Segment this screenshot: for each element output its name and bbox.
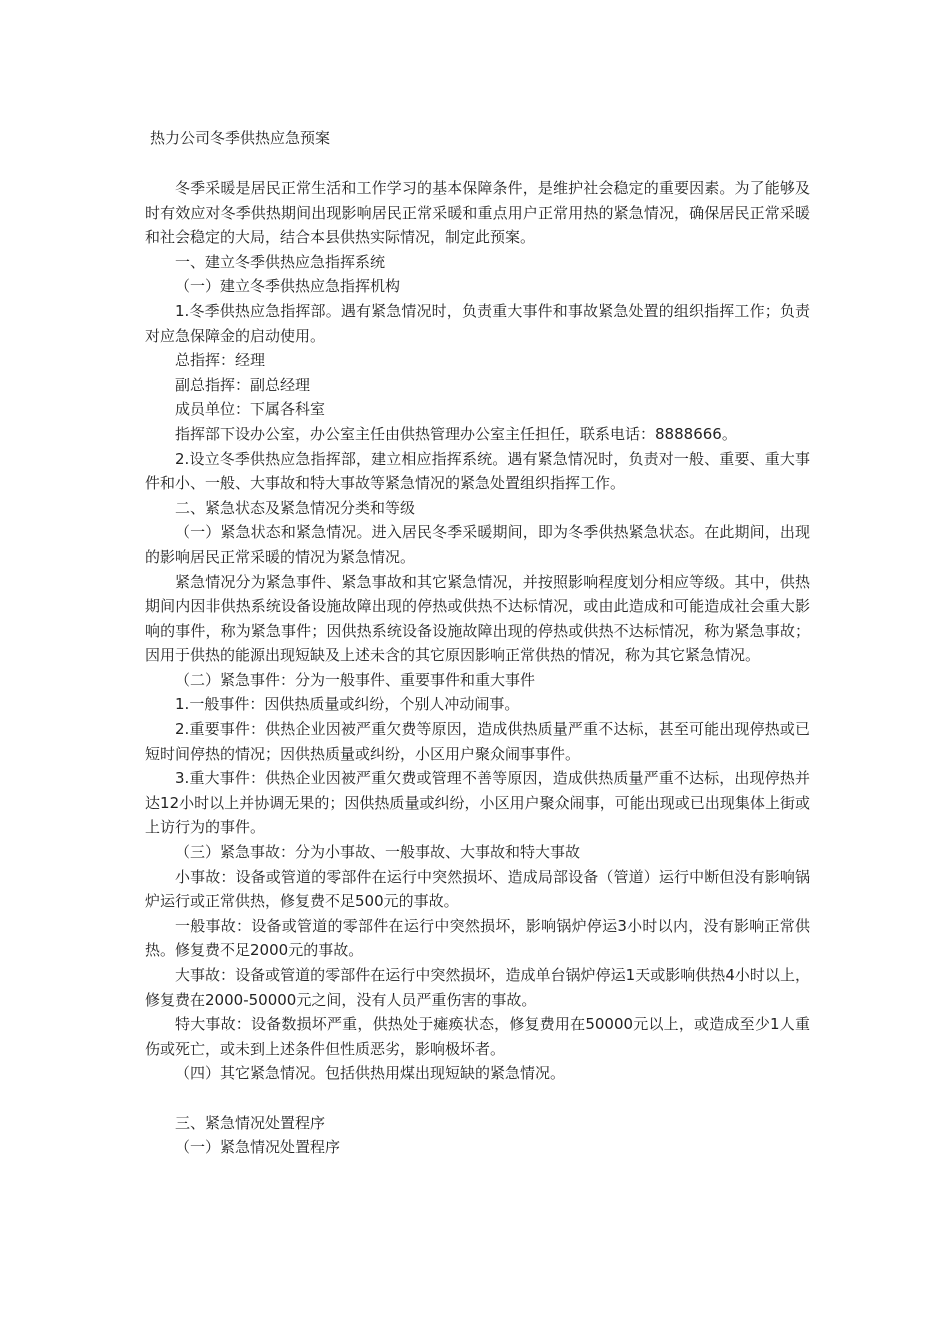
paragraph: 1.冬季供热应急指挥部。遇有紧急情况时，负责重大事件和事故紧急处置的组织指挥工作；负责对应急保障金的启动使用。	[145, 301, 810, 345]
paragraph: 2.设立冬季供热应急指挥部，建立相应指挥系统。遇有紧急情况时，负责对一般、重要、重大事件和小、一般、大事故和特大事故等紧急情况的紧急处置组织指挥工作。	[145, 449, 810, 493]
paragraph: 紧急情况分为紧急事件、紧急事故和其它紧急情况，并按照影响程度划分相应等级。其中，供热期间内因非供热系统设备设施故障出现的停热或供热不达标情况，或由此造成和可能造成社会重大影响的事件，称为紧急事件；因供热系统设备设施故障出现的停热或供热不达标情况，称为紧急事故；因用于供热的能源出现短缺及上述未含的其它原因影响正常供热的情况，称为其它紧急情况。	[145, 572, 810, 665]
paragraph: 3.重大事件：供热企业因被严重欠费或管理不善等原因，造成供热质量严重不达标，出现停热并达12小时以上并协调无果的；因供热质量或纠纷，小区用户聚众闹事，可能出现或已出现集体上街或上访行为的事件。	[145, 769, 810, 837]
section-heading-2: 二、紧急状态及紧急情况分类和等级	[175, 498, 416, 517]
paragraph: 特大事故：设备数损坏严重，供热处于瘫痪状态，修复费用在50000元以上，或造成至少1人重伤或死亡，或未到上述条件但性质恶劣，影响极坏者。	[145, 1015, 810, 1058]
paragraph: 1.一般事件：因供热质量或纠纷，个别人冲动闹事。	[175, 695, 520, 714]
subsection-heading: （二）紧急事件：分为一般事件、重要事件和重大事件	[175, 670, 536, 689]
document-title: 热力公司冬季供热应急预案	[150, 129, 331, 147]
paragraph-contact: 指挥部下设办公室，办公室主任由供热管理办公室主任担任，联系电话：8888666。	[175, 424, 737, 443]
subsection-heading: （三）紧急事故：分为小事故、一般事故、大事故和特大事故	[175, 843, 581, 862]
paragraph-intro: 冬季采暖是居民正常生活和工作学习的基本保障条件，是维护社会稳定的重要因素。为了能够及时有效应对冬季供热期间出现影响居民正常采暖和重点用户正常用热的紧急情况，确保居民正常采暖和社会稳定的大局，结合本县供热实际情况，制定此预案。	[145, 179, 810, 247]
paragraph: 一般事故：设备或管道的零部件在运行中突然损坏，影响锅炉停运3小时以内，没有影响正常供热。修复费不足2000元的事故。	[145, 916, 810, 960]
paragraph: 成员单位：下属各科室	[175, 400, 326, 419]
paragraph: 2.重要事件：供热企业因被严重欠费等原因，造成供热质量严重不达标，甚至可能出现停热或已短时间停热的情况；因供热质量或纠纷，小区用户聚众闹事事件。	[145, 720, 810, 763]
paragraph: （四）其它紧急情况。包括供热用煤出现短缺的紧急情况。	[175, 1064, 566, 1083]
paragraph: （一）紧急状态和紧急情况。进入居民冬季采暖期间，即为冬季供热紧急状态。在此期间，出现的影响居民正常采暖的情况为紧急情况。	[145, 523, 810, 566]
section-heading-1: 一、建立冬季供热应急指挥系统	[175, 252, 386, 271]
section-heading-3: 三、紧急情况处置程序	[175, 1113, 326, 1132]
paragraph: 总指挥：经理	[175, 351, 266, 370]
paragraph: 副总指挥：副总经理	[175, 375, 311, 394]
subsection-heading: （一）建立冬季供热应急指挥机构	[175, 277, 401, 296]
document-body	[145, 176, 810, 1160]
subsection-heading: （一）紧急情况处置程序	[175, 1138, 341, 1157]
paragraph: 大事故：设备或管道的零部件在运行中突然损坏，造成单台锅炉停运1天或影响供热4小时以上，修复费在2000-50000元之间，没有人员严重伤害的事故。	[145, 966, 810, 1009]
paragraph: 小事故：设备或管道的零部件在运行中突然损坏、造成局部设备（管道）运行中断但没有影响锅炉运行或正常供热，修复费不足500元的事故。	[145, 867, 810, 911]
